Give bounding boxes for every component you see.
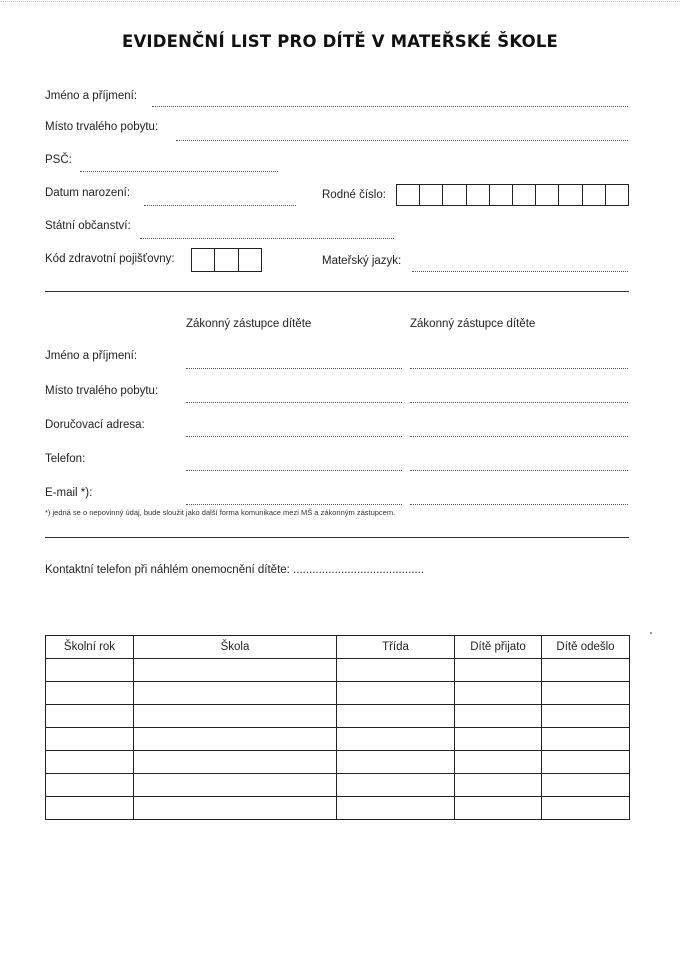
table-cell[interactable] (134, 705, 337, 728)
child-zip-label: PSČ: (45, 154, 72, 166)
table-cell[interactable] (134, 659, 337, 682)
child-name-field[interactable] (152, 106, 628, 107)
table-cell[interactable] (46, 682, 134, 705)
col-header-admitted: Dítě přijato (455, 636, 542, 659)
guardian-email-label: E-mail *): (45, 487, 93, 499)
table-row (46, 751, 630, 774)
guardian1-header: Zákonný zástupce dítěte (186, 318, 312, 330)
child-birth-number-boxes[interactable] (396, 184, 629, 206)
scan-top-edge (0, 1, 680, 2)
table-cell[interactable] (337, 751, 455, 774)
child-citizenship-label: Státní občanství: (45, 220, 131, 232)
guardian2-header: Zákonný zástupce dítěte (410, 318, 536, 330)
table-cell[interactable] (337, 797, 455, 820)
col-header-left: Dítě odešlo (542, 636, 630, 659)
history-table (45, 635, 630, 820)
child-birth-date-label: Datum narození: (45, 187, 131, 199)
child-birth-number-label: Rodné číslo: (322, 189, 386, 201)
table-cell[interactable] (337, 659, 455, 682)
email-footnote: *) jedná se o nepovinný údaj, bude sloužit jako další forma komunikace mezi MŠ a zákonným zástupcem. (45, 508, 396, 517)
table-row (46, 797, 630, 820)
table-cell[interactable] (455, 728, 542, 751)
col-header-school: Škola (134, 636, 337, 659)
child-residence-field[interactable] (176, 140, 628, 141)
guardian2-delivery-field[interactable] (410, 436, 628, 437)
col-header-school-year: Školní rok (46, 636, 134, 659)
table-cell[interactable] (455, 774, 542, 797)
table-cell[interactable] (337, 728, 455, 751)
table-cell[interactable] (134, 682, 337, 705)
guardian2-name-field[interactable] (410, 368, 628, 369)
table-cell[interactable] (542, 751, 630, 774)
emergency-contact-line: Kontaktní telefon při náhlém onemocnění dítěte: ......................................... (45, 564, 425, 576)
guardian2-email-field[interactable] (410, 504, 628, 505)
history-table-header-row (46, 636, 630, 659)
table-row (46, 728, 630, 751)
child-citizenship-field[interactable] (140, 238, 394, 239)
table-cell[interactable] (542, 682, 630, 705)
table-cell[interactable] (46, 728, 134, 751)
guardian1-delivery-field[interactable] (186, 436, 402, 437)
table-cell[interactable] (46, 659, 134, 682)
child-residence-label: Místo trvalého pobytu: (45, 121, 159, 133)
table-row (46, 659, 630, 682)
table-cell[interactable] (455, 659, 542, 682)
table-cell[interactable] (455, 682, 542, 705)
table-row (46, 682, 630, 705)
child-language-field[interactable] (412, 271, 628, 272)
table-cell[interactable] (46, 797, 134, 820)
section-divider-2 (45, 537, 629, 538)
table-cell[interactable] (337, 705, 455, 728)
table-cell[interactable] (455, 751, 542, 774)
guardian1-phone-field[interactable] (186, 470, 402, 471)
table-cell[interactable] (542, 705, 630, 728)
section-divider (45, 291, 629, 292)
table-cell[interactable] (46, 774, 134, 797)
table-cell[interactable] (134, 774, 337, 797)
table-cell[interactable] (542, 797, 630, 820)
guardian-name-label: Jméno a příjmení: (45, 350, 138, 362)
guardian-delivery-label: Doručovací adresa: (45, 419, 145, 431)
table-cell[interactable] (134, 797, 337, 820)
child-language-label: Mateřský jazyk: (322, 255, 402, 267)
table-cell[interactable] (46, 751, 134, 774)
guardian2-phone-field[interactable] (410, 470, 628, 471)
table-cell[interactable] (337, 774, 455, 797)
table-cell[interactable] (337, 682, 455, 705)
table-cell[interactable] (542, 728, 630, 751)
child-insurance-label: Kód zdravotní pojišťovny: (45, 253, 175, 265)
table-cell[interactable] (134, 728, 337, 751)
table-row (46, 705, 630, 728)
table-cell[interactable] (542, 659, 630, 682)
guardian2-residence-field[interactable] (410, 402, 628, 403)
child-name-label: Jméno a příjmení: (45, 90, 138, 102)
table-cell[interactable] (542, 774, 630, 797)
col-header-class: Třída (337, 636, 455, 659)
scan-speck (650, 632, 652, 634)
table-cell[interactable] (46, 705, 134, 728)
guardian-phone-label: Telefon: (45, 453, 86, 465)
child-insurance-boxes[interactable] (191, 248, 262, 272)
guardian1-residence-field[interactable] (186, 402, 402, 403)
child-zip-field[interactable] (80, 171, 278, 172)
table-cell[interactable] (134, 751, 337, 774)
table-row (46, 774, 630, 797)
guardian1-name-field[interactable] (186, 368, 402, 369)
child-birth-date-field[interactable] (144, 205, 296, 206)
guardian1-email-field[interactable] (186, 504, 402, 505)
table-cell[interactable] (455, 705, 542, 728)
guardian-residence-label: Místo trvalého pobytu: (45, 385, 159, 397)
table-cell[interactable] (455, 797, 542, 820)
form-title: EVIDENČNÍ LIST PRO DÍTĚ V MATEŘSKÉ ŠKOLE (121, 32, 559, 51)
